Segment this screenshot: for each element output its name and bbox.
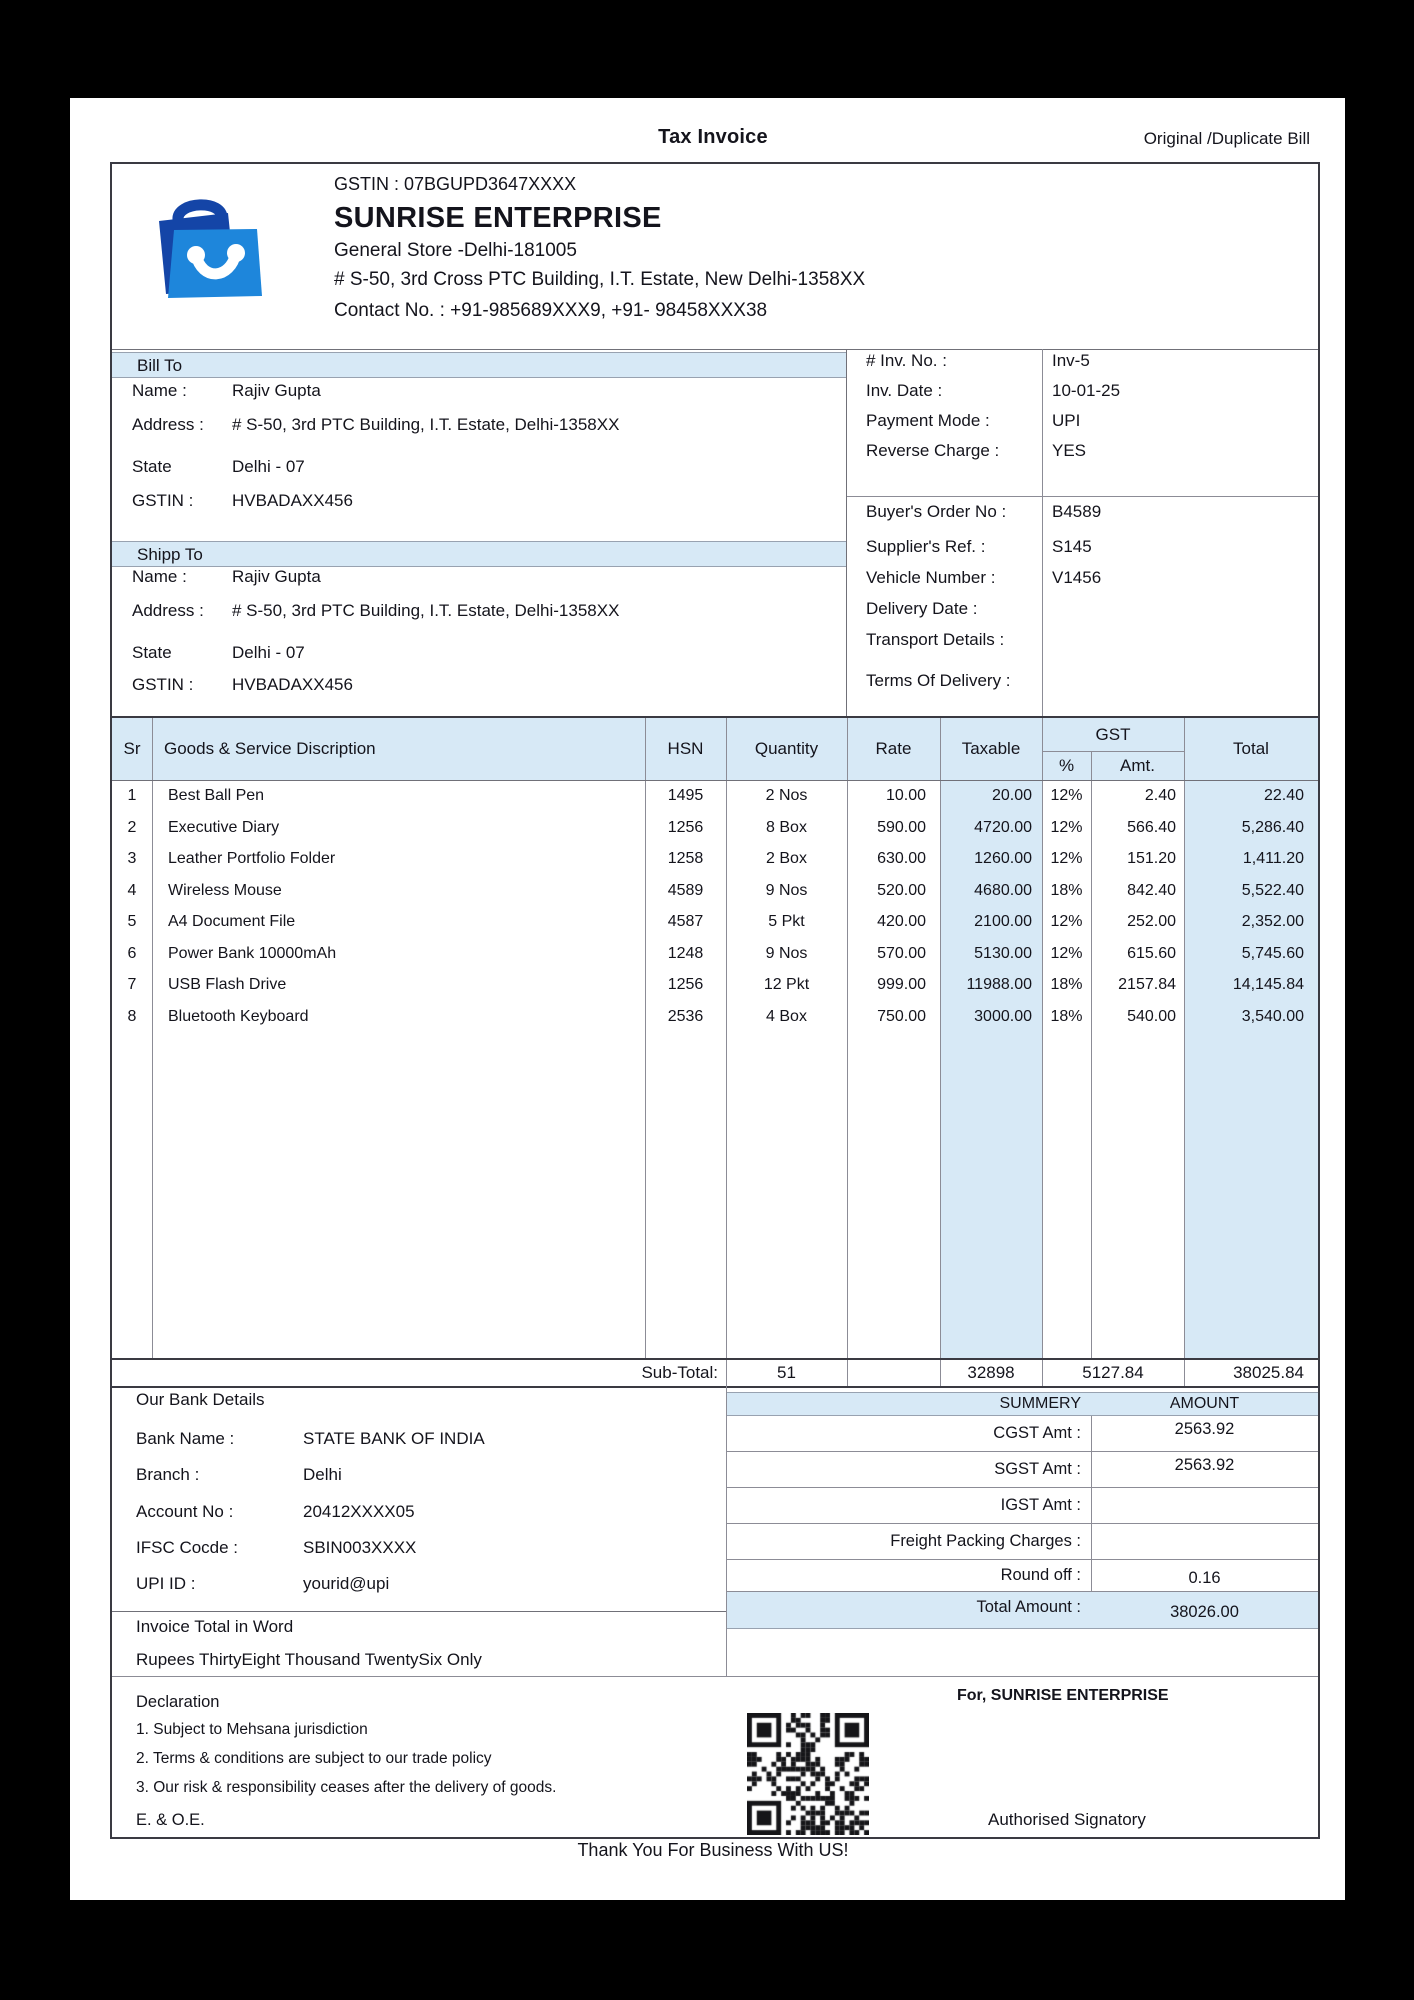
- divider: [112, 1611, 726, 1612]
- cell-sr: 5: [127, 913, 137, 930]
- col-header-taxable: Taxable: [961, 739, 1021, 758]
- cell-quantity: 5 Pkt: [768, 913, 805, 930]
- bank-details-title: Our Bank Details: [136, 1390, 265, 1409]
- field-value: Inv-5: [1052, 351, 1090, 370]
- cell-gst-pct: 18%: [1050, 881, 1083, 899]
- sgst-row: [727, 1452, 1318, 1488]
- field-label: Vehicle Number :: [866, 568, 996, 587]
- cell-taxable: 11988.00: [966, 976, 1032, 993]
- payment-mode-row: [847, 411, 1318, 433]
- field-value: 20412XXXX05: [303, 1502, 415, 1521]
- cell-gst-amt: 842.40: [1127, 881, 1176, 899]
- cell-quantity: 8 Box: [766, 818, 807, 836]
- igst-row: [727, 1488, 1318, 1524]
- field-value: HVBADAXX456: [232, 675, 353, 694]
- field-label: GSTIN :: [132, 491, 194, 510]
- declaration-item: 2. Terms & conditions are subject to our trade policy: [136, 1750, 492, 1767]
- terms-of-delivery-row: [847, 671, 1318, 693]
- cell-rate: 590.00: [877, 818, 926, 836]
- cell-gst-pct: 18%: [1050, 976, 1083, 993]
- cell-total: 22.40: [1263, 787, 1304, 804]
- cell-gst-amt: 2.40: [1144, 787, 1176, 804]
- cell-rate: 630.00: [877, 850, 926, 867]
- field-value: Delhi: [303, 1465, 342, 1484]
- cell-gst-amt: 566.40: [1127, 818, 1176, 836]
- field-value: 0.16: [1188, 1569, 1221, 1587]
- field-label: Name :: [132, 567, 187, 586]
- cell-quantity: 2 Nos: [765, 787, 808, 804]
- field-value: V1456: [1052, 568, 1102, 587]
- cell-sr: 1: [127, 787, 137, 804]
- col-header-total: Total: [1233, 739, 1269, 758]
- invoice-total-words-title: Invoice Total in Word: [136, 1617, 294, 1636]
- delivery-date-row: [847, 599, 1318, 621]
- cell-sr: 7: [127, 976, 137, 993]
- declaration-item: 3. Our risk & responsibility ceases after the delivery of goods.: [136, 1779, 557, 1796]
- cell-total: 2,352.00: [1241, 913, 1304, 930]
- field-label: Buyer's Order No :: [866, 502, 1007, 521]
- field-label: Supplier's Ref. :: [866, 537, 986, 556]
- qr-code: [747, 1713, 869, 1835]
- bill-to-header: Bill To: [112, 352, 846, 378]
- field-label: IGST Amt :: [1000, 1496, 1081, 1514]
- cell-gst-amt: 615.60: [1127, 944, 1176, 962]
- col-header-sr: Sr: [123, 739, 141, 758]
- field-label: Address :: [132, 601, 204, 620]
- field-value: STATE BANK OF INDIA: [303, 1429, 485, 1448]
- thank-you-note: Thank You For Business With US!: [577, 1840, 849, 1860]
- cell-gst-pct: 12%: [1050, 913, 1083, 930]
- field-value: # S-50, 3rd PTC Building, I.T. Estate, Delhi-1358XX: [232, 415, 620, 434]
- document-title: Tax Invoice: [658, 126, 768, 148]
- cell-hsn: 1258: [667, 850, 704, 867]
- table-row: [112, 906, 1318, 938]
- field-label: CGST Amt :: [993, 1424, 1081, 1442]
- cell-quantity: 9 Nos: [765, 881, 808, 899]
- company-address: # S-50, 3rd Cross PTC Building, I.T. Estate, New Delhi-1358XX: [334, 269, 866, 290]
- company-contact: Contact No. : +91-985689XXX9, +91- 98458XXX38: [334, 300, 768, 321]
- table-row: [112, 969, 1318, 1001]
- field-value: Rajiv Gupta: [232, 381, 321, 400]
- cell-rate: 520.00: [877, 881, 926, 899]
- vehicle-number-row: [847, 568, 1318, 590]
- cell-total: 5,745.60: [1241, 944, 1304, 962]
- field-label: State: [132, 457, 172, 476]
- freight-row: [727, 1524, 1318, 1560]
- table-row: [112, 780, 1318, 812]
- table-row: [112, 938, 1318, 970]
- total-amount-label: Total Amount :: [976, 1598, 1081, 1616]
- cell-gst-amt: 540.00: [1127, 1007, 1176, 1025]
- table-row: [112, 1001, 1318, 1033]
- cell-hsn: 1495: [667, 787, 704, 804]
- field-value: UPI: [1052, 411, 1081, 430]
- cell-taxable: 20.00: [991, 787, 1032, 804]
- ship-to-header: Shipp To: [112, 541, 846, 567]
- cell-gst-pct: 12%: [1050, 787, 1083, 804]
- shopping-bag-icon: [152, 197, 272, 302]
- cell-sr: 3: [127, 850, 137, 867]
- amount-col-header: AMOUNT: [1169, 1395, 1240, 1412]
- cell-hsn: 4589: [667, 881, 704, 899]
- field-label: Transport Details :: [866, 630, 1005, 649]
- field-value: 2563.92: [1174, 1456, 1235, 1474]
- company-tagline: General Store -Delhi-181005: [334, 240, 577, 261]
- suppliers-ref-row: [847, 537, 1318, 559]
- field-label: # Inv. No. :: [866, 351, 947, 370]
- company-name: SUNRISE ENTERPRISE: [334, 202, 662, 234]
- cell-rate: 570.00: [877, 944, 926, 962]
- cell-rate: 420.00: [877, 913, 926, 930]
- field-label: Round off :: [1000, 1566, 1081, 1584]
- cell-gst-amt: 151.20: [1127, 850, 1176, 867]
- field-label: Terms Of Delivery :: [866, 671, 1011, 690]
- field-label: Payment Mode :: [866, 411, 990, 430]
- col-header-gst: GST: [1095, 725, 1131, 744]
- declaration-section: [112, 1676, 1318, 1838]
- cell-total: 1,411.20: [1242, 850, 1304, 867]
- cell-taxable: 3000.00: [974, 1007, 1032, 1025]
- table-row: [112, 812, 1318, 844]
- authorised-signatory-label: Authorised Signatory: [988, 1810, 1146, 1829]
- field-value: SBIN003XXXX: [303, 1538, 417, 1557]
- buyers-order-row: [847, 502, 1318, 524]
- cell-taxable: 4720.00: [974, 818, 1032, 836]
- cell-hsn: 1248: [667, 944, 704, 962]
- eoe-label: E. & O.E.: [136, 1811, 205, 1829]
- total-amount-value: 38026.00: [1170, 1603, 1239, 1621]
- subtotal-taxable: 32898: [967, 1363, 1015, 1382]
- meta-divider-horizontal: [847, 496, 1318, 497]
- subtotal-quantity: 51: [777, 1363, 796, 1382]
- field-value: 2563.92: [1174, 1420, 1235, 1438]
- cell-gst-pct: 18%: [1050, 1007, 1083, 1025]
- cell-quantity: 9 Nos: [765, 944, 808, 962]
- field-value: Delhi - 07: [232, 457, 305, 476]
- field-label: Freight Packing Charges :: [890, 1532, 1081, 1550]
- cell-taxable: 4680.00: [974, 881, 1032, 899]
- cell-gst-amt: 252.00: [1127, 913, 1176, 930]
- parties-section: [112, 349, 847, 716]
- field-value: yourid@upi: [303, 1574, 390, 1593]
- cell-taxable: 5130.00: [974, 944, 1032, 962]
- col-header-description: Goods & Service Discription: [164, 739, 376, 758]
- cell-quantity: 12 Pkt: [763, 976, 810, 993]
- field-label: GSTIN :: [132, 675, 194, 694]
- field-label: Address :: [132, 415, 204, 434]
- field-value: Rajiv Gupta: [232, 567, 321, 586]
- invoice-meta-section: [847, 349, 1318, 716]
- table-row: [112, 843, 1318, 875]
- company-header: [112, 164, 1318, 350]
- cell-description: Executive Diary: [168, 818, 280, 836]
- cell-quantity: 4 Box: [766, 1007, 807, 1025]
- cell-hsn: 2536: [667, 1007, 704, 1025]
- cell-rate: 999.00: [877, 976, 926, 993]
- field-label: Account No :: [136, 1502, 234, 1521]
- cell-description: Best Ball Pen: [168, 787, 265, 804]
- field-value: B4589: [1052, 502, 1102, 521]
- copy-type-label: Original /Duplicate Bill: [1143, 129, 1310, 148]
- cell-total: 14,145.84: [1232, 976, 1304, 993]
- bank-and-summary-section: [112, 1386, 1318, 1676]
- for-company-label: For, SUNRISE ENTERPRISE: [957, 1687, 1169, 1704]
- field-label: Delivery Date :: [866, 599, 978, 618]
- cell-taxable: 2100.00: [974, 913, 1032, 930]
- field-label: SGST Amt :: [994, 1460, 1081, 1478]
- field-label: Reverse Charge :: [866, 441, 1000, 460]
- subtotal-gst-amount: 5127.84: [1082, 1363, 1144, 1382]
- invoice-page: [70, 98, 1345, 1900]
- cell-rate: 750.00: [877, 1007, 926, 1025]
- inv-no-row: [847, 351, 1318, 373]
- col-header-rate: Rate: [875, 739, 912, 758]
- field-label: UPI ID :: [136, 1574, 196, 1593]
- cell-description: Power Bank 10000mAh: [168, 944, 337, 962]
- transport-details-row: [847, 630, 1318, 652]
- field-label: IFSC Cocde :: [136, 1538, 239, 1557]
- field-value: YES: [1052, 441, 1087, 460]
- field-label: Bank Name :: [136, 1429, 235, 1448]
- meta-divider-vertical: [1042, 349, 1043, 716]
- cell-description: USB Flash Drive: [168, 976, 287, 993]
- field-label: State: [132, 643, 172, 662]
- declaration-title: Declaration: [136, 1693, 220, 1711]
- table-row: [112, 875, 1318, 907]
- bank-details-pane: [112, 1386, 727, 1676]
- invoice-border-box: [110, 162, 1320, 1839]
- invoice-total-words: Rupees ThirtyEight Thousand TwentySix Only: [136, 1650, 482, 1669]
- cell-gst-pct: 12%: [1050, 944, 1083, 962]
- field-value: S145: [1052, 537, 1092, 556]
- col-header-gst-amt: Amt.: [1120, 756, 1155, 775]
- field-label: Inv. Date :: [866, 381, 943, 400]
- company-gstin: GSTIN : 07BGUPD3647XXXX: [334, 174, 577, 194]
- field-value: HVBADAXX456: [232, 491, 353, 510]
- subtotal-row: [112, 1360, 1318, 1386]
- summary-col-header: SUMMERY: [999, 1395, 1081, 1412]
- cell-rate: 10.00: [885, 787, 926, 804]
- cell-hsn: 4587: [667, 913, 704, 930]
- cell-taxable: 1260.00: [974, 850, 1032, 867]
- subtotal-label: Sub-Total:: [641, 1363, 718, 1382]
- subtotal-total: 38025.84: [1233, 1363, 1304, 1382]
- cell-sr: 2: [127, 818, 137, 836]
- cell-description: Leather Portfolio Folder: [168, 850, 336, 867]
- inv-date-row: [847, 381, 1318, 403]
- cell-sr: 8: [127, 1007, 137, 1025]
- cell-description: Wireless Mouse: [168, 881, 282, 899]
- reverse-charge-row: [847, 441, 1318, 463]
- items-table: [112, 716, 1318, 1388]
- cell-gst-pct: 12%: [1050, 818, 1083, 836]
- declaration-item: 1. Subject to Mehsana jurisdiction: [136, 1721, 368, 1738]
- round-off-row: [727, 1560, 1318, 1592]
- cell-description: A4 Document File: [168, 913, 296, 930]
- cell-gst-pct: 12%: [1050, 850, 1083, 867]
- cell-hsn: 1256: [667, 818, 704, 836]
- total-amount-row: [727, 1592, 1318, 1629]
- cell-sr: 4: [127, 881, 137, 899]
- cell-total: 5,522.40: [1241, 881, 1304, 899]
- field-value: 10-01-25: [1052, 381, 1121, 400]
- field-value: # S-50, 3rd PTC Building, I.T. Estate, Delhi-1358XX: [232, 601, 620, 620]
- cell-total: 3,540.00: [1241, 1007, 1304, 1025]
- field-value: Delhi - 07: [232, 643, 305, 662]
- cgst-row: [727, 1416, 1318, 1452]
- cell-quantity: 2 Box: [766, 850, 807, 867]
- cell-total: 5,286.40: [1241, 818, 1304, 836]
- field-label: Name :: [132, 381, 187, 400]
- col-header-quantity: Quantity: [754, 739, 819, 758]
- summary-pane: [727, 1386, 1318, 1676]
- cell-hsn: 1256: [667, 976, 704, 993]
- field-label: Branch :: [136, 1465, 200, 1484]
- col-header-gst-pct: %: [1058, 756, 1075, 775]
- cell-sr: 6: [127, 944, 137, 962]
- cell-description: Bluetooth Keyboard: [168, 1007, 309, 1025]
- col-header-hsn: HSN: [667, 739, 704, 758]
- cell-gst-amt: 2157.84: [1118, 976, 1176, 993]
